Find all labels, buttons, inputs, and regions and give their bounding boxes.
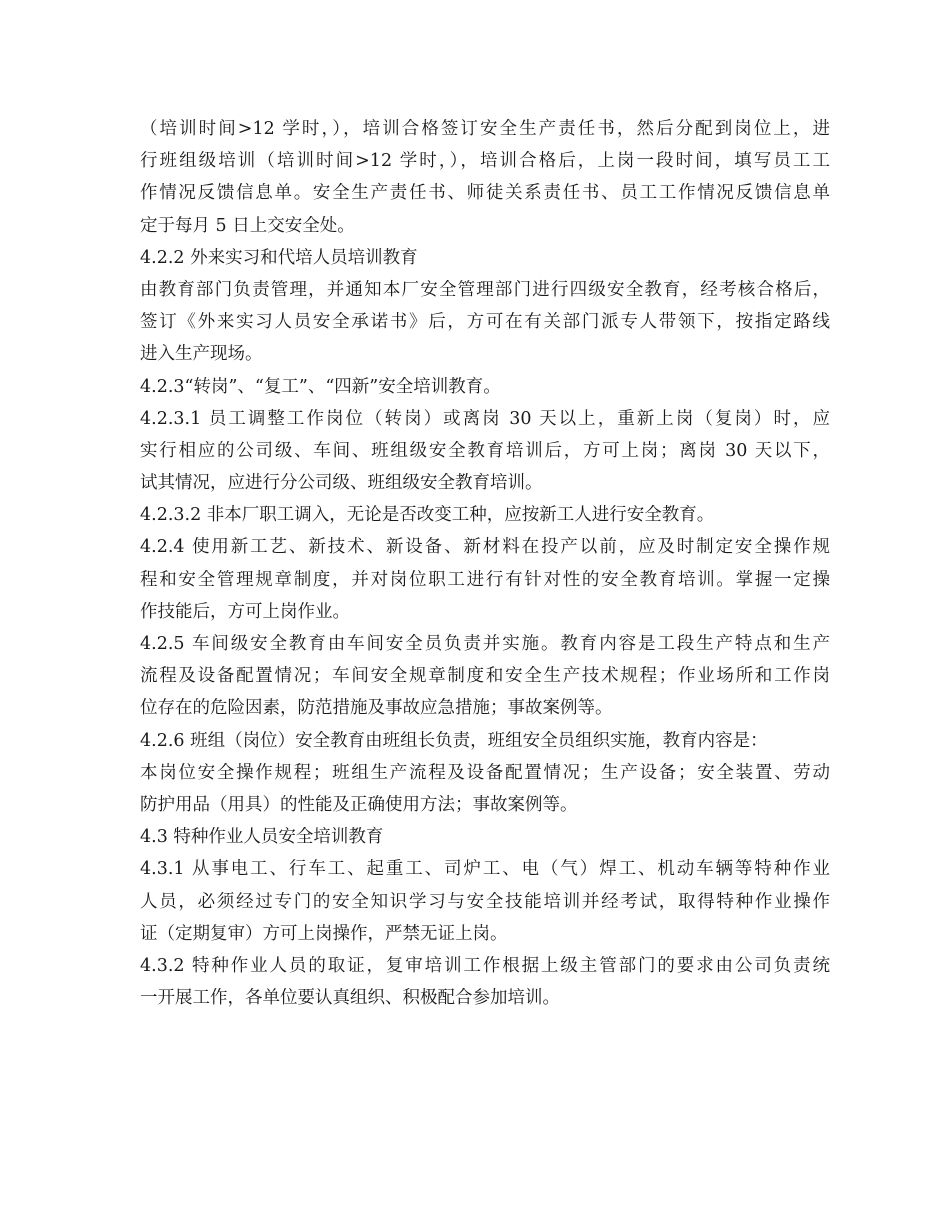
section-heading: 4.3 特种作业人员安全培训教育 <box>140 827 384 848</box>
section-heading: 4.2.2 外来实习和代培人员培训教育 <box>140 247 418 268</box>
text-line: 实行相应的公司级、车间、班组级安全教育培训后，方可上岗；离岗 30 天以下， <box>140 440 830 461</box>
text-line: 由教育部门负责管理，并通知本厂安全管理部门进行四级安全教育，经考核合格后， <box>140 279 830 300</box>
text-line: 定于每月 5 日上交安全处。 <box>140 215 355 236</box>
text-line: 4.2.3.1 员工调整工作岗位（转岗）或离岗 30 天以上，重新上岗（复岗）时，应 <box>140 408 830 429</box>
text-line: （培训时间>12 学时，），培训合格签订安全生产责任书，然后分配到岗位上，进 <box>140 119 830 139</box>
text-line: 一开展工作，各单位要认真组织、积极配合参加培训。 <box>140 988 560 1009</box>
text-line: 4.2.3.2 非本厂职工调入，无论是否改变工种，应按新工人进行安全教育。 <box>140 505 715 526</box>
text-line: 流程及设备配置情况；车间安全规章制度和安全生产技术规程；作业场所和工作岗 <box>140 666 830 687</box>
text-line: 作情况反馈信息单。安全生产责任书、师徒关系责任书、员工工作情况反馈信息单 <box>140 183 830 204</box>
text-line: 试其情况，应进行分公司级、班组级安全教育培训。 <box>140 473 543 494</box>
text-line: 4.2.5 车间级安全教育由车间安全员负责并实施。教育内容是工段生产特点和生产 <box>140 634 830 654</box>
text-line: 本岗位安全操作规程；班组生产流程及设备配置情况；生产设备；安全装置、劳动 <box>140 762 830 783</box>
text-line: 行班组级培训（培训时间>12 学时，），培训合格后，上岗一段时间，填写员工工 <box>140 151 830 172</box>
text-line: 作技能后，方可上岗作业。 <box>140 601 350 622</box>
text-line: 4.2.6 班组（岗位）安全教育由班组长负责，班组安全员组织实施，教育内容是： <box>140 730 768 751</box>
text-line: 4.3.2 特种作业人员的取证，复审培训工作根据上级主管部门的要求由公司负责统 <box>140 955 830 976</box>
text-line: 4.3.1 从事电工、行车工、起重工、司炉工、电（气）焊工、机动车辆等特种作业 <box>140 859 830 880</box>
text-line: 签订《外来实习人员安全承诺书》后，方可在有关部门派专人带领下，按指定路线 <box>140 312 830 333</box>
section-heading: 4.2.3“转岗”、“复工”、“四新”安全培训教育。 <box>140 376 501 397</box>
text-line: 4.2.4 使用新工艺、新技术、新设备、新材料在投产以前，应及时制定安全操作规 <box>140 537 830 558</box>
text-line: 防护用品（用具）的性能及正确使用方法；事故案例等。 <box>140 794 578 815</box>
text-line: 位存在的危险因素，防范措施及事故应急措施；事故案例等。 <box>140 698 613 719</box>
text-line: 证（定期复审）方可上岗操作，严禁无证上岗。 <box>140 923 508 944</box>
document-body <box>140 113 830 1014</box>
text-line: 人员，必须经过专门的安全知识学习与安全技能培训并经考试，取得特种作业操作 <box>140 891 830 912</box>
text-line: 进入生产现场。 <box>140 344 263 365</box>
text-line: 程和安全管理规章制度，并对岗位职工进行有针对性的安全教育培训。掌握一定操 <box>140 569 830 590</box>
